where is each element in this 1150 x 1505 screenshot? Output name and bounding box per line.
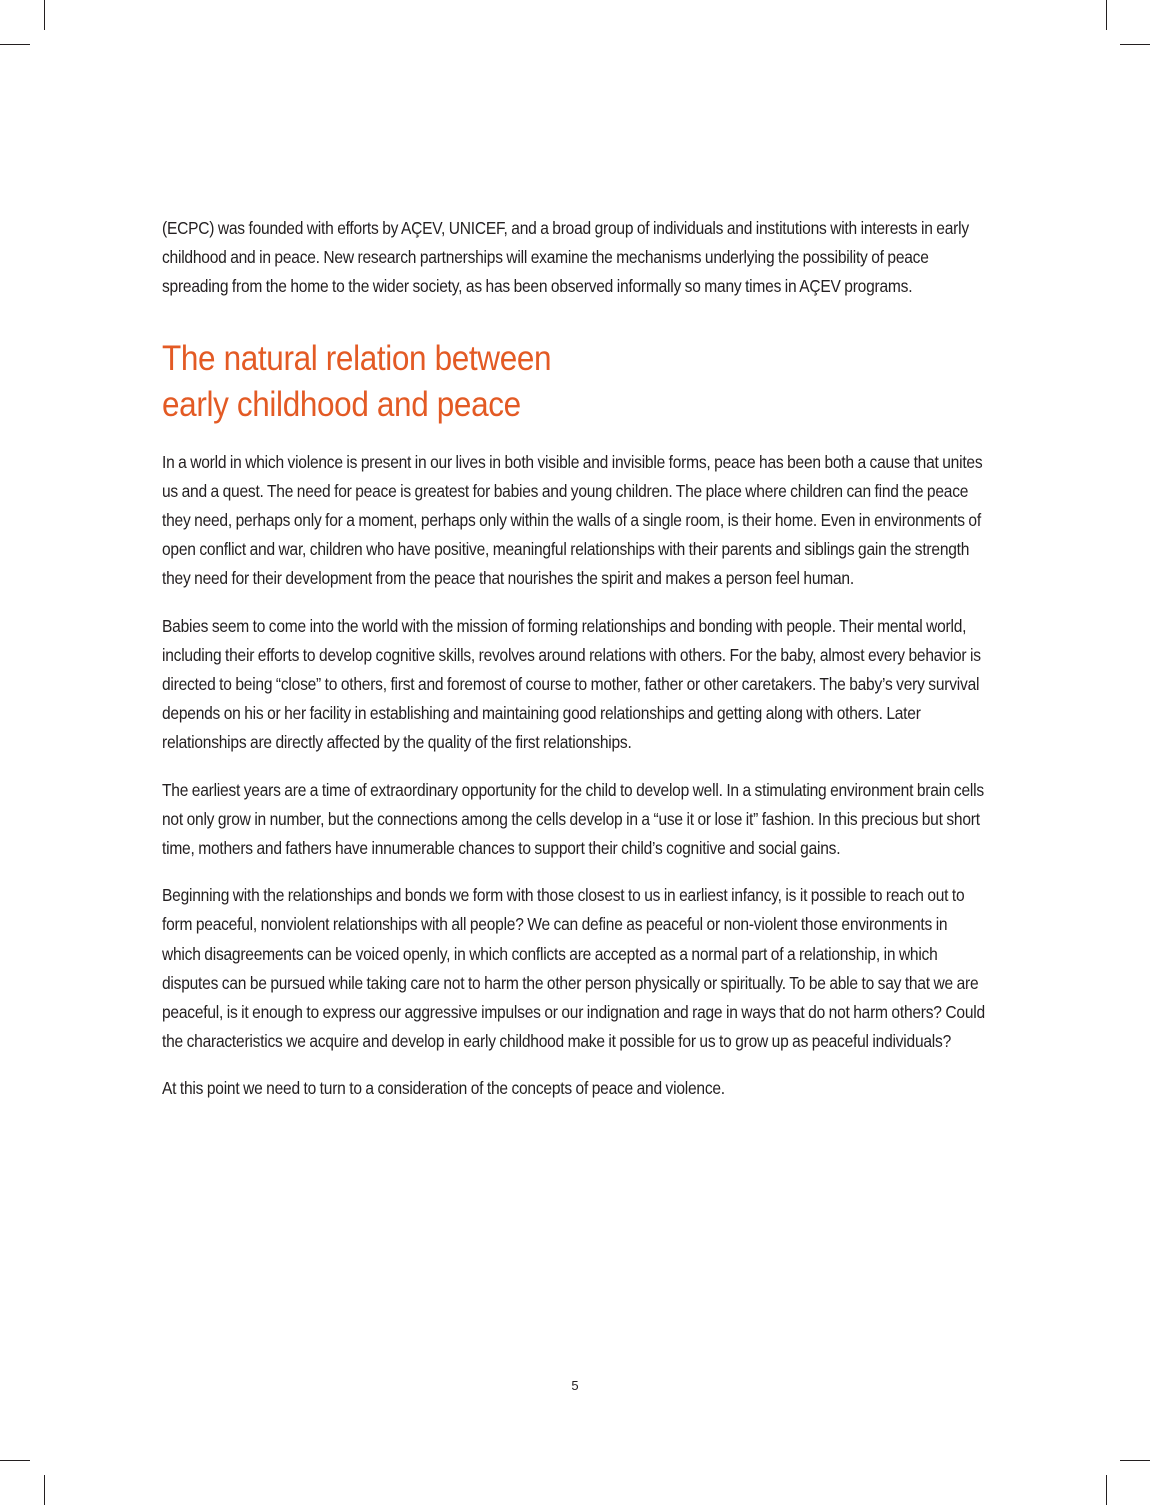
body-paragraph-5: At this point we need to turn to a consideration of the concepts of peace and violence. [162,1078,725,1099]
section-heading-line-2: early childhood and peace [162,384,521,424]
page-content [162,214,988,1104]
section-heading [162,336,988,428]
crop-mark-top-left-horizontal [0,44,30,45]
intro-paragraph: (ECPC) was founded with efforts by AÇEV, UNICEF, and a broad group of individuals and institutions with interests in early childhood and in peace. New research partnerships will examine the mechanisms underlying the possibility of peace spreading from the home to the wider society, as has been observed informally so many times in AÇEV programs. [162,218,969,297]
crop-mark-bottom-right-vertical [1106,1475,1107,1505]
crop-mark-top-right-horizontal [1120,44,1150,45]
body-paragraph-4: Beginning with the relationships and bonds we form with those closest to us in earliest infancy, is it possible to reach out to form peaceful, nonviolent relationships with all people? We can define as peaceful or non-violent those environments in which disagreements can be voiced openly, in which conflicts are accepted as a normal part of a relationship, in which disputes can be pursued while taking care not to harm the other person physically or spiritually. To be able to say that we are peaceful, is it enough to express our aggressive impulses or our indignation and rage in ways that do not harm others? Could the characteristics we acquire and develop in early childhood make it possible for us to grow up as peaceful individuals? [162,885,985,1052]
crop-mark-bottom-left-vertical [44,1475,45,1505]
page-number: 5 [571,1378,579,1393]
body-paragraph-3: The earliest years are a time of extraordinary opportunity for the child to develop well. In a stimulating environment brain cells not only grow in number, but the connections among the cells develop in a “use it or lose it” fashion. In this precious but short time, mothers and fathers have innumerable chances to support their child’s cognitive and social gains. [162,779,984,859]
body-paragraph-1: In a world in which violence is present in our lives in both visible and invisible forms, peace has been both a cause that unites us and a quest. The need for peace is greatest for babies and young children. The place where children can find the peace they need, perhaps only for a moment, perhaps only within the walls of a single room, is their home. Even in environments of open conflict and war, children who have positive, meaningful relationships with their parents and siblings gain the strength they need for their development from the peace that nourishes the spirit and makes a person feel human. [162,451,983,589]
crop-mark-top-left-vertical [44,0,45,30]
crop-mark-bottom-right-horizontal [1120,1460,1150,1461]
crop-mark-bottom-left-horizontal [0,1460,30,1461]
section-heading-line-1: The natural relation between [162,338,552,378]
crop-mark-top-right-vertical [1106,0,1107,30]
body-paragraph-2: Babies seem to come into the world with the mission of forming relationships and bonding with people. Their mental world, including their efforts to develop cognitive skills, revolves around relations with others. For the baby, almost every behavior is directed to being “close” to others, first and foremost of course to mother, father or other caretakers. The baby’s very survival depends on his or her facility in establishing and maintaining good relationships and getting along with others. Later relationships are directly affected by the quality of the first relationships. [162,615,981,753]
